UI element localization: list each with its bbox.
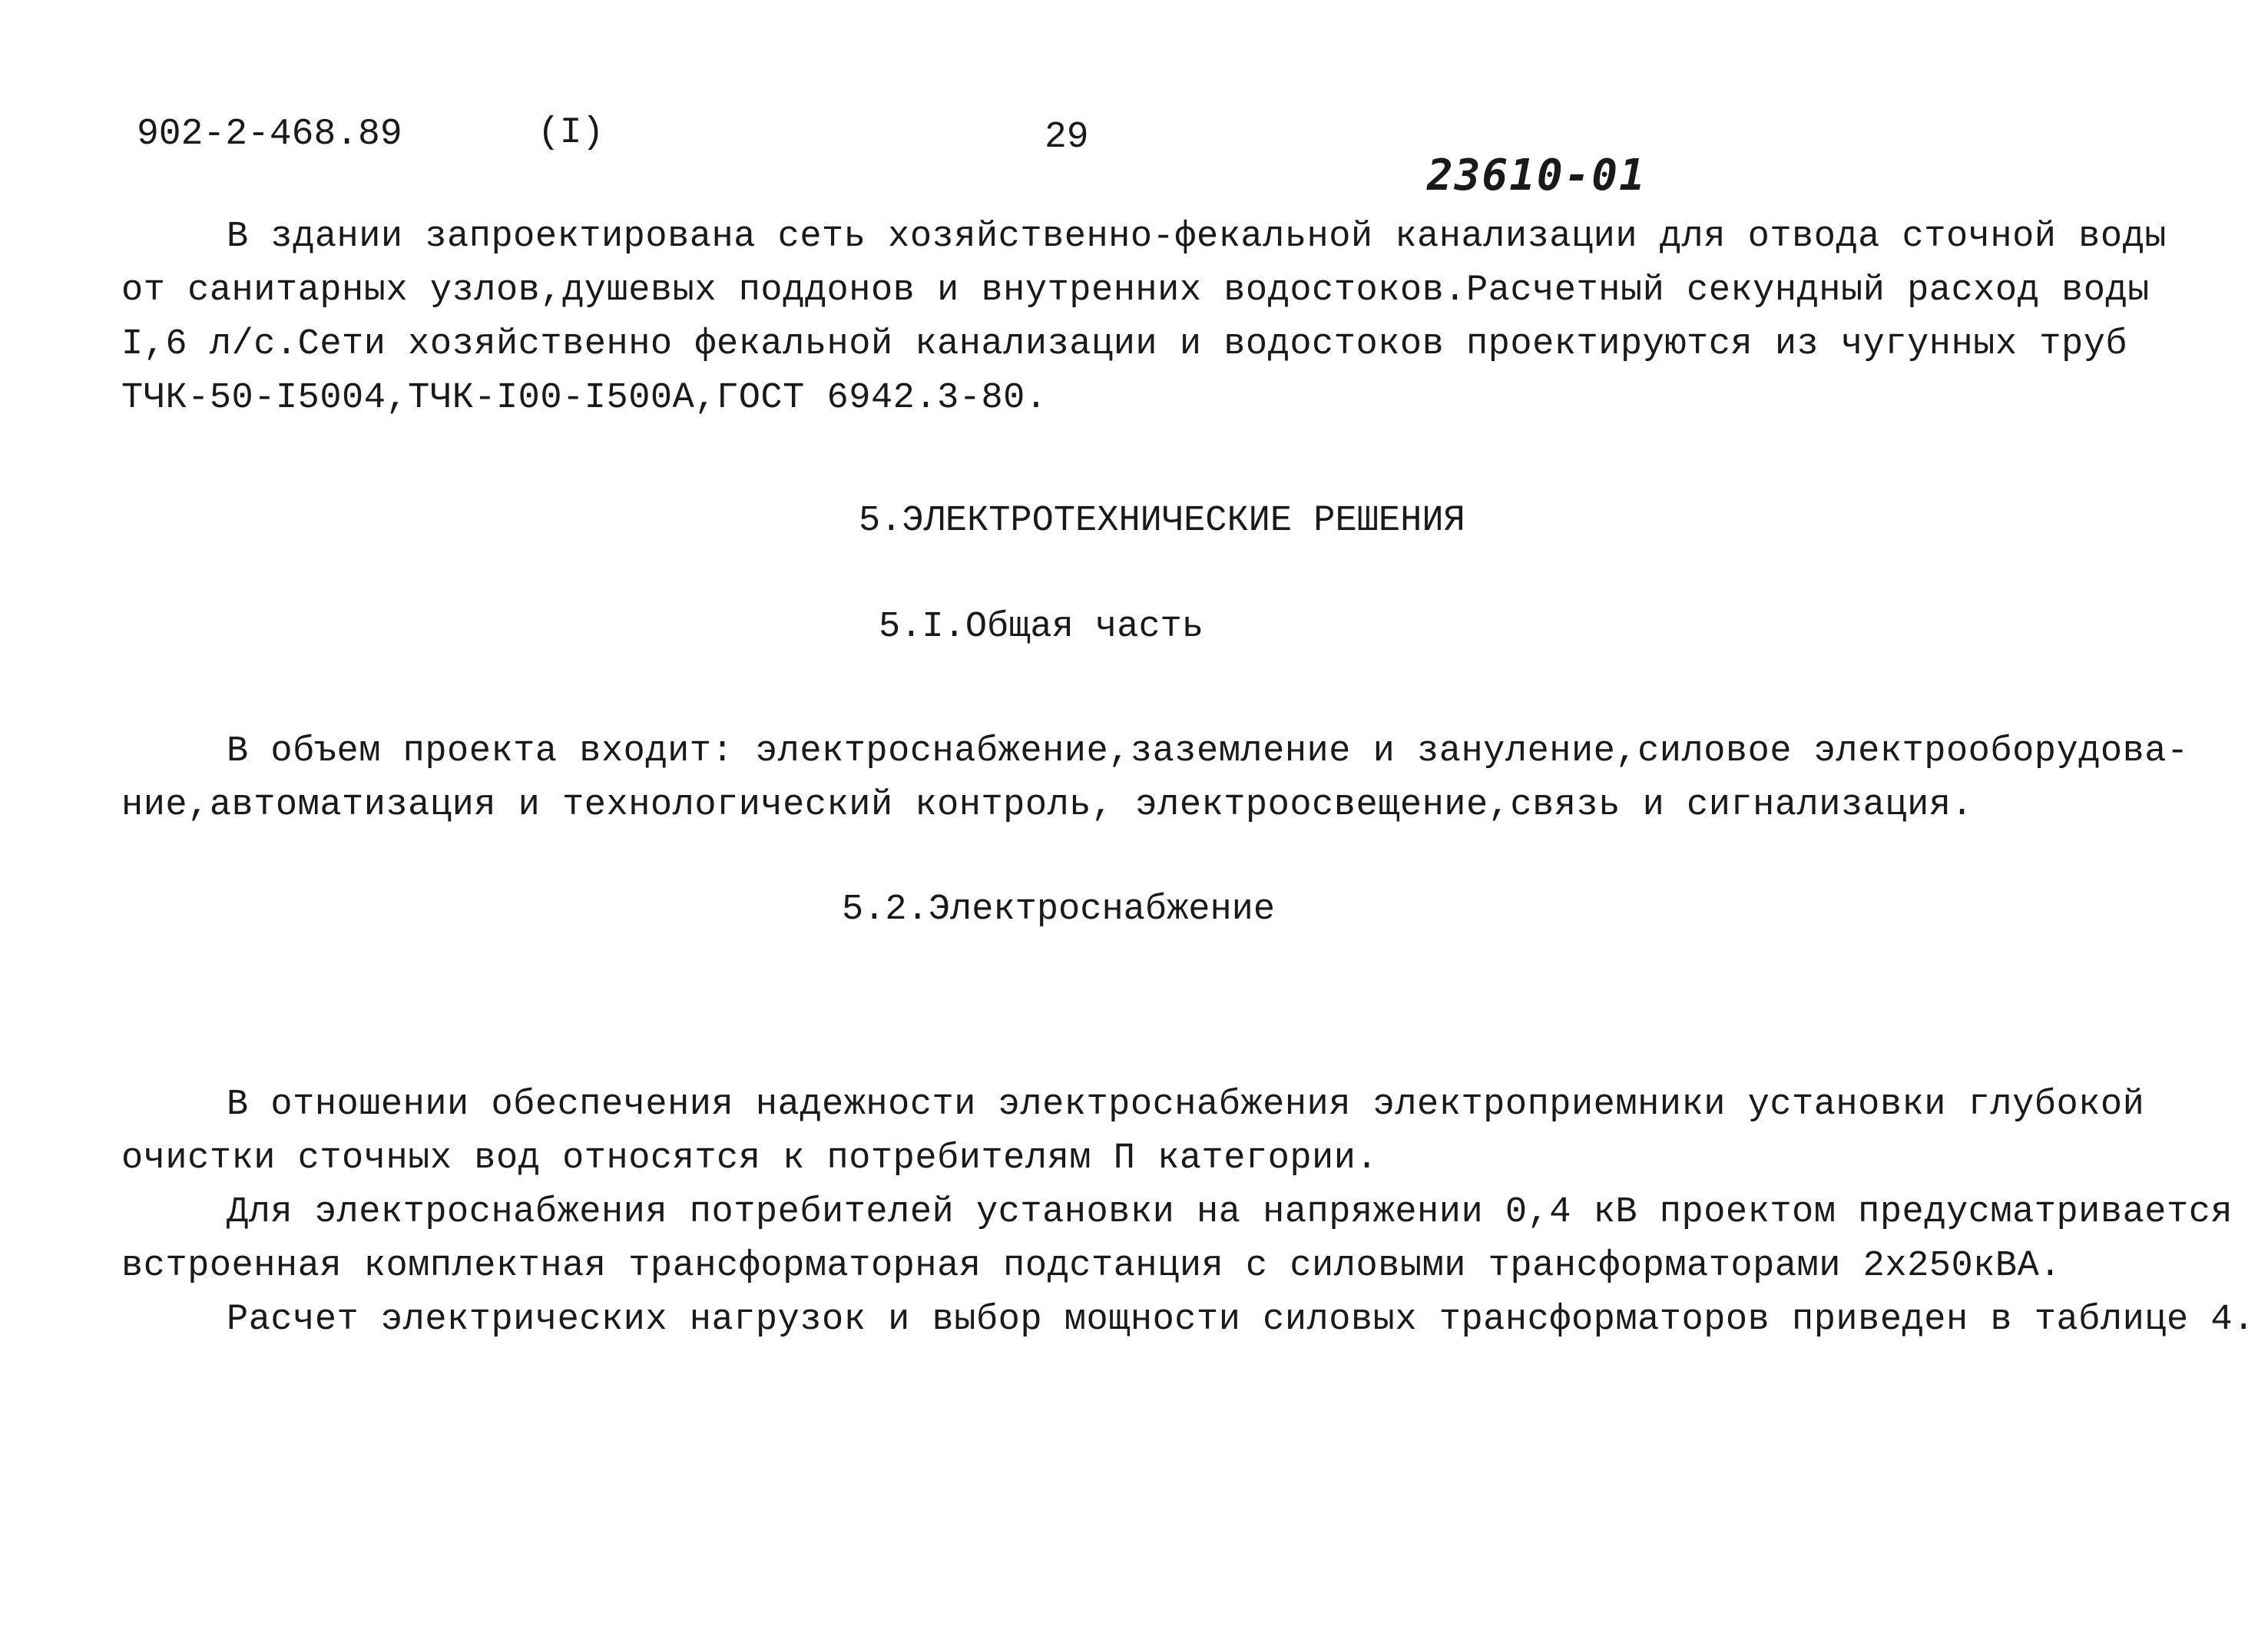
page-number: 29 — [1045, 117, 1089, 158]
paragraph-line: ТЧК-50-I5004,ТЧК-I00-I500А,ГОСТ 6942.3-80. — [121, 378, 1048, 419]
inventory-code: 23610-01 — [1427, 151, 1647, 200]
section-title: 5.ЭЛЕКТРОТЕХНИЧЕСКИЕ РЕШЕНИЯ — [859, 501, 1465, 542]
paragraph-line: В объем проекта входит: электроснабжение,заземление и зануление,силовое электрооборудова- — [227, 731, 2189, 772]
paragraph-line: Для электроснабжения потребителей установки на напряжении 0,4 кВ проектом предусматривается — [227, 1192, 2233, 1233]
paragraph-line: ние,автоматизация и технологический контроль, электроосвещение,связь и сигнализация. — [121, 785, 1974, 826]
paragraph-line: очистки сточных вод относятся к потребителям П категории. — [121, 1138, 1379, 1179]
paragraph-line: от санитарных узлов,душевых поддонов и внутренних водостоков.Расчетный секундный расход воды — [121, 270, 2150, 311]
paragraph-line: I,6 л/с.Сети хозяйственно фекальной канализации и водостоков проектируются из чугунных труб — [121, 324, 2128, 365]
subsection-title-power-supply: 5.2.Электроснабжение — [842, 889, 1276, 930]
document-number: 902-2-468.89 — [137, 114, 402, 155]
paragraph-line: В отношении обеспечения надежности электроснабжения электроприемники установки глубокой — [227, 1085, 2145, 1125]
paragraph-line: В здании запроектирована сеть хозяйственно-фекальной канализации для отвода сточной воды — [227, 217, 2167, 257]
subsection-title-general: 5.I.Общая часть — [879, 607, 1204, 648]
paragraph-line: Расчет электрических нагрузок и выбор мощности силовых трансформаторов приведен в таблице 4. — [227, 1300, 2255, 1340]
paragraph-line: встроенная комплектная трансформаторная подстанция с силовыми трансформаторами 2х250кВА. — [121, 1246, 2062, 1287]
volume-number: (I) — [538, 112, 604, 154]
